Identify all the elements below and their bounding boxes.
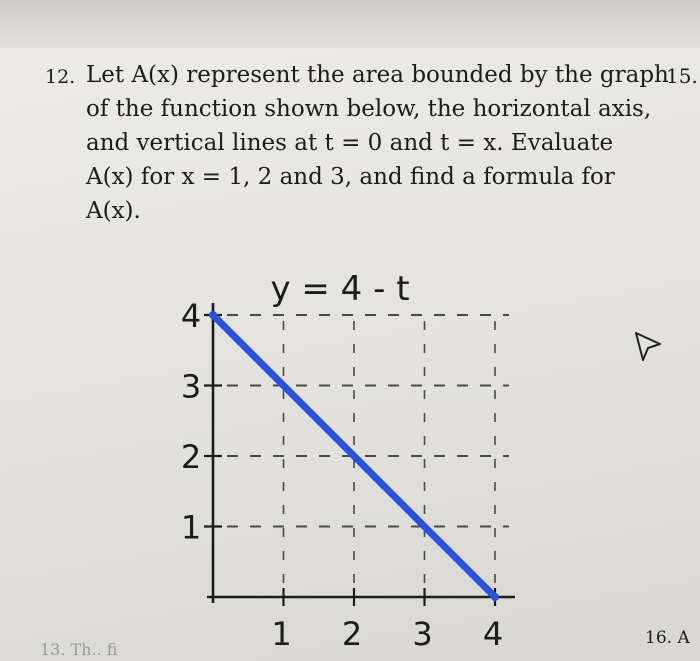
x-tick-label: 3 bbox=[412, 615, 433, 653]
chart-title: y = 4 - t bbox=[270, 269, 410, 309]
bottom-cut-text: 13. Th.. fi bbox=[40, 640, 118, 659]
bottom-problem-number: 16. A bbox=[645, 628, 690, 648]
data-point bbox=[209, 311, 217, 319]
grid-lines bbox=[227, 315, 509, 587]
y-tick-label: 3 bbox=[180, 367, 202, 406]
data-point bbox=[491, 593, 499, 601]
problem-line: A(x) for x = 1, 2 and 3, and find a formula for bbox=[86, 164, 615, 190]
x-tick-label: 1 bbox=[271, 615, 292, 653]
mouse-pointer-icon bbox=[633, 330, 663, 364]
axis-ticks bbox=[181, 297, 503, 653]
axes bbox=[207, 303, 515, 603]
problem-number: 12. bbox=[45, 66, 76, 88]
y-tick-label: 2 bbox=[180, 438, 202, 476]
problem-line: of the function shown below, the horizontal axis, bbox=[86, 96, 652, 122]
problem-line: Let A(x) represent the area bounded by the graph bbox=[86, 62, 669, 88]
x-tick-label: 4 bbox=[482, 615, 504, 653]
x-tick-label: 2 bbox=[341, 615, 363, 653]
problem-line: A(x). bbox=[86, 198, 141, 224]
y-tick-label: 4 bbox=[180, 297, 202, 335]
next-problem-number: 15. bbox=[666, 64, 698, 88]
y-tick-label: 1 bbox=[180, 508, 202, 547]
problem-line: and vertical lines at t = 0 and t = x. Evaluate bbox=[86, 130, 614, 156]
